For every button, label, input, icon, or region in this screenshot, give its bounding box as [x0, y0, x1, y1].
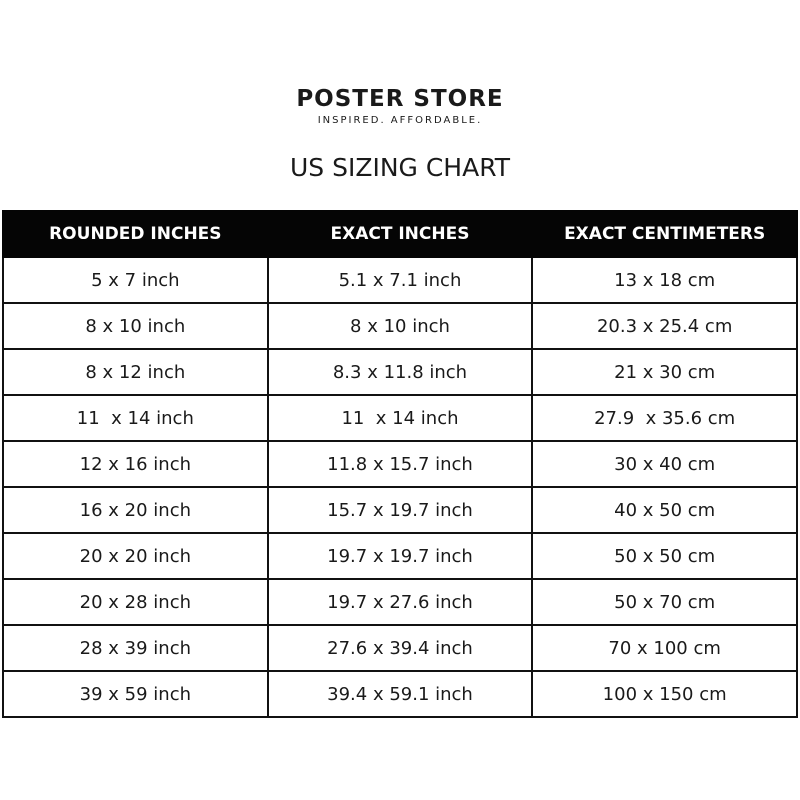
- table-cell-rounded-inches: 12 x 16 inch: [3, 441, 268, 487]
- table-row: [3, 533, 797, 579]
- table-cell-exact-centimeters: 100 x 150 cm: [532, 671, 797, 717]
- table-row: [3, 671, 797, 717]
- table-cell-rounded-inches: 39 x 59 inch: [3, 671, 268, 717]
- table-row: [3, 487, 797, 533]
- table-cell-exact-centimeters: 50 x 70 cm: [532, 579, 797, 625]
- table-cell-rounded-inches: 8 x 12 inch: [3, 349, 268, 395]
- table-row: [3, 257, 797, 303]
- table-cell-exact-centimeters: 13 x 18 cm: [532, 257, 797, 303]
- table-header: [3, 211, 797, 257]
- column-header-rounded-inches: ROUNDED INCHES: [3, 211, 268, 257]
- table-cell-exact-centimeters: 40 x 50 cm: [532, 487, 797, 533]
- table-cell-rounded-inches: 11 x 14 inch: [3, 395, 268, 441]
- table-row: [3, 579, 797, 625]
- table-cell-exact-centimeters: 50 x 50 cm: [532, 533, 797, 579]
- table-row: [3, 441, 797, 487]
- brand-tagline: INSPIRED. AFFORDABLE.: [317, 115, 483, 126]
- table-row: [3, 625, 797, 671]
- table-cell-rounded-inches: 5 x 7 inch: [3, 257, 268, 303]
- table-cell-exact-inches: 8 x 10 inch: [268, 303, 533, 349]
- table-cell-exact-inches: 15.7 x 19.7 inch: [268, 487, 533, 533]
- table-cell-exact-inches: 5.1 x 7.1 inch: [268, 257, 533, 303]
- table-cell-exact-centimeters: 30 x 40 cm: [532, 441, 797, 487]
- table-body: [3, 257, 797, 717]
- table-cell-exact-centimeters: 20.3 x 25.4 cm: [532, 303, 797, 349]
- table-cell-rounded-inches: 20 x 20 inch: [3, 533, 268, 579]
- brand-logo: [0, 84, 800, 128]
- table-cell-rounded-inches: 20 x 28 inch: [3, 579, 268, 625]
- table-cell-exact-centimeters: 21 x 30 cm: [532, 349, 797, 395]
- table-cell-exact-inches: 19.7 x 27.6 inch: [268, 579, 533, 625]
- table-cell-exact-inches: 11 x 14 inch: [268, 395, 533, 441]
- table-cell-exact-inches: 19.7 x 19.7 inch: [268, 533, 533, 579]
- table-cell-exact-inches: 11.8 x 15.7 inch: [268, 441, 533, 487]
- page-title: US SIZING CHART: [289, 153, 511, 182]
- table-cell-rounded-inches: 28 x 39 inch: [3, 625, 268, 671]
- table-cell-exact-inches: 27.6 x 39.4 inch: [268, 625, 533, 671]
- table-cell-exact-inches: 8.3 x 11.8 inch: [268, 349, 533, 395]
- column-header-exact-centimeters: EXACT CENTIMETERS: [532, 211, 797, 257]
- column-header-exact-inches: EXACT INCHES: [268, 211, 533, 257]
- brand-name: POSTER STORE: [296, 86, 504, 112]
- sizing-table: [2, 210, 798, 718]
- table-row: [3, 349, 797, 395]
- table-cell-exact-centimeters: 27.9 x 35.6 cm: [532, 395, 797, 441]
- table-cell-exact-inches: 39.4 x 59.1 inch: [268, 671, 533, 717]
- table-cell-rounded-inches: 8 x 10 inch: [3, 303, 268, 349]
- table-cell-exact-centimeters: 70 x 100 cm: [532, 625, 797, 671]
- table-row: [3, 303, 797, 349]
- table-row: [3, 395, 797, 441]
- table-header-row: [3, 211, 797, 257]
- table-cell-rounded-inches: 16 x 20 inch: [3, 487, 268, 533]
